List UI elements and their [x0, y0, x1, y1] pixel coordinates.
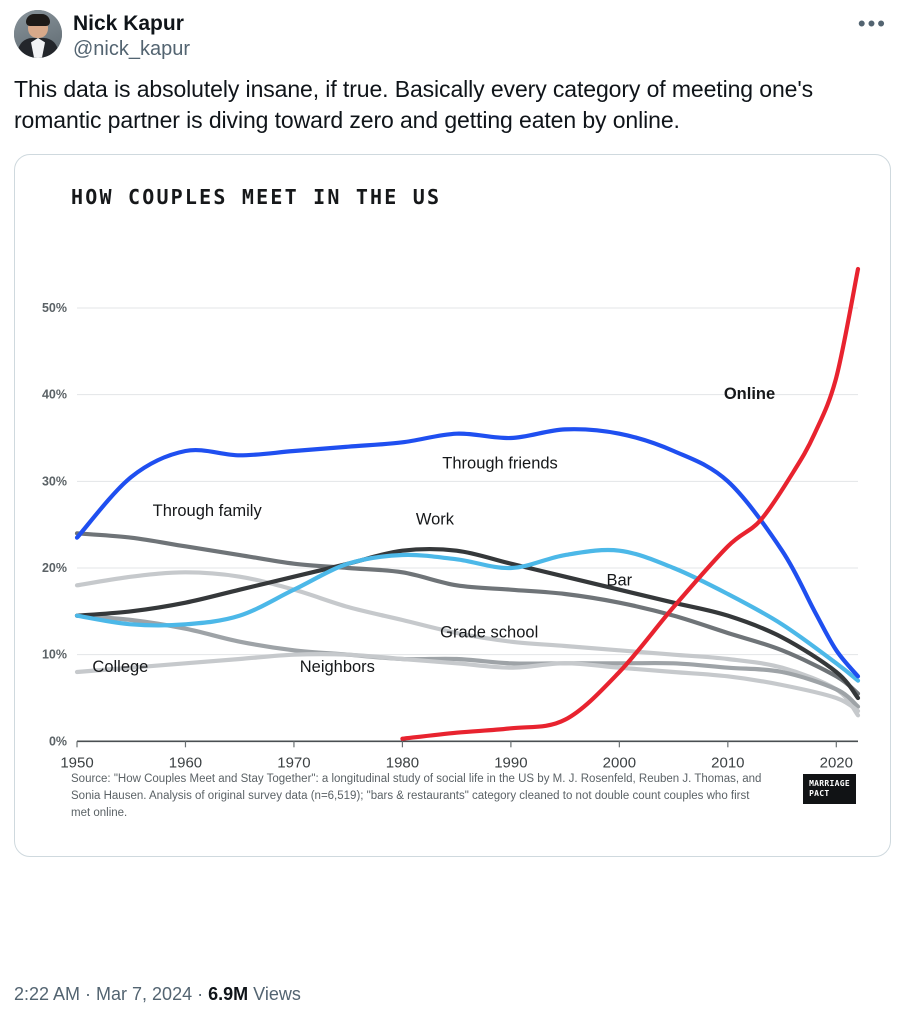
series-label-through-friends: Through friends: [442, 454, 558, 473]
series-line-neighbors: [77, 654, 858, 711]
y-axis-tick-label: 20%: [41, 561, 67, 575]
tweet-text: This data is absolutely insane, if true. Basically every category of meeting one's romantic partner is diving toward zero and getting eaten by online.: [14, 76, 814, 133]
series-label-bar: Bar: [606, 571, 633, 590]
x-axis-tick-label: 2020: [819, 754, 853, 772]
y-axis-tick-label: 50%: [41, 301, 67, 316]
avatar[interactable]: [14, 10, 62, 58]
x-axis-tick-label: 1990: [494, 754, 528, 772]
series-label-online: Online: [723, 385, 776, 404]
views-count: 6.9M: [208, 984, 249, 1004]
x-axis-tick-label: 2010: [711, 754, 745, 772]
chart-card[interactable]: [14, 154, 891, 857]
series-label-through-family: Through family: [152, 502, 262, 521]
chart-source-note: Source: "How Couples Meet and Stay Together": a longitudinal study of social life in the US by M. J. Rosenfeld, Reuben J. Thomas, and Sonia Hausen. Analysis of original survey data (n=6,519); "bars & restaurants" category cleaned to not double count couples who first met online.: [71, 773, 762, 819]
series-line-grade-school: [77, 572, 858, 715]
views-label: Views: [253, 984, 301, 1004]
x-axis-tick-label: 1970: [277, 754, 311, 772]
author-display-name[interactable]: Nick Kapur: [73, 12, 184, 35]
y-axis-tick-label: 30%: [41, 474, 67, 489]
meta-separator-1: ·: [197, 984, 204, 1004]
more-options-icon[interactable]: •••: [857, 11, 887, 36]
y-axis-tick-label: 40%: [41, 387, 67, 402]
chart-title: HOW COUPLES MEET IN THE US: [71, 185, 442, 209]
logo-line-1: MARRIAGE: [809, 779, 850, 788]
chart-svg: [15, 155, 890, 856]
series-label-neighbors: Neighbors: [299, 658, 375, 676]
x-axis-tick-label: 2000: [602, 754, 637, 772]
logo-line-2: PACT: [809, 789, 830, 798]
author-names: [73, 10, 190, 62]
y-axis-tick-label: 0%: [48, 734, 67, 749]
marriage-pact-logo: [803, 774, 856, 804]
tweet-meta: [14, 982, 301, 1006]
x-axis-tick-label: 1950: [60, 754, 94, 772]
series-label-grade-school: Grade school: [440, 623, 539, 642]
avatar-hair: [26, 14, 50, 26]
x-axis-tick-label: 1980: [385, 754, 420, 772]
tweet-timestamp[interactable]: 2:22 AM · Mar 7, 2024: [14, 984, 193, 1004]
y-axis-tick-label: 10%: [41, 647, 67, 662]
series-label-college: College: [92, 658, 149, 676]
author-handle[interactable]: @nick_kapur: [73, 38, 191, 60]
series-label-work: Work: [415, 510, 455, 529]
x-axis-tick-label: 1960: [168, 754, 203, 772]
tweet-header: [14, 10, 891, 62]
